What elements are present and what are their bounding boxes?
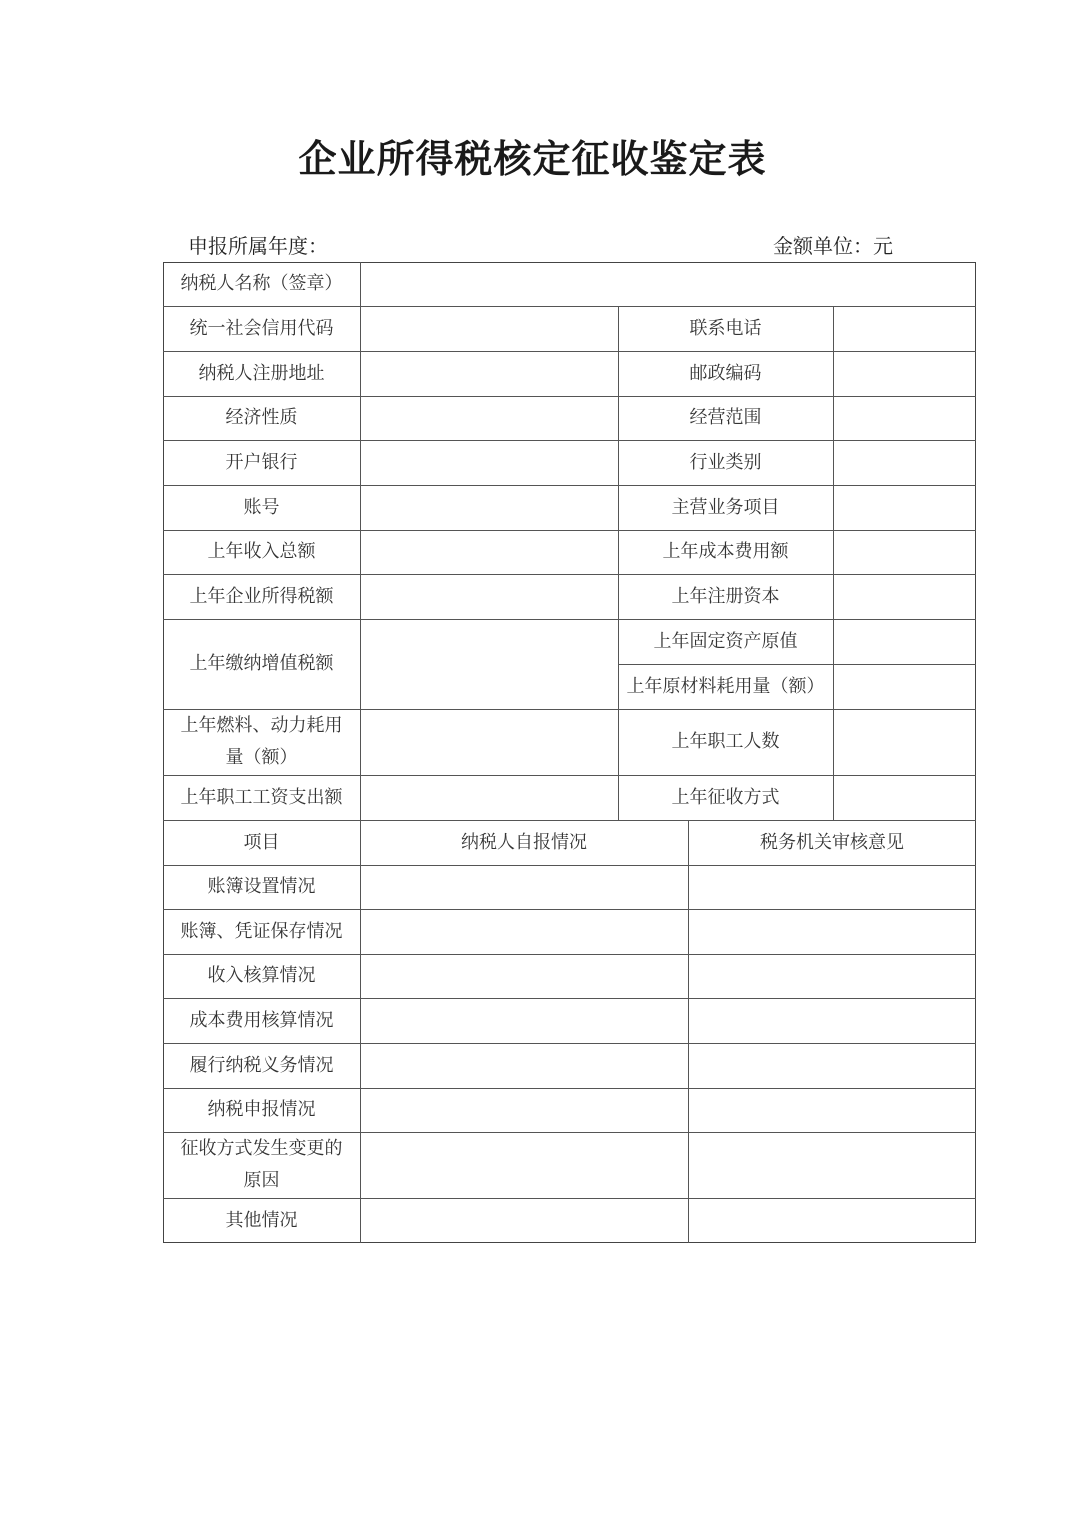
input-raw-materials[interactable]: [834, 665, 975, 709]
header-tax-review: 税务机关审核意见: [760, 831, 904, 853]
input-address[interactable]: [361, 352, 618, 396]
input-fixed-assets[interactable]: [834, 620, 975, 664]
input-self-report[interactable]: [361, 1199, 688, 1242]
label-last-year-cost: 上年成本费用额: [662, 541, 789, 562]
item-books-retention: 账簿、凭证保存情况: [180, 920, 343, 942]
label-last-year-vat: 上年缴纳增值税额: [189, 653, 334, 674]
label-last-year-cit: 上年企业所得税额: [189, 585, 334, 607]
label-industry: 行业类别: [689, 451, 762, 473]
header-self-report: 纳税人自报情况: [461, 831, 587, 853]
input-last-year-vat[interactable]: [361, 620, 618, 709]
label-registered-capital: 上年注册资本: [671, 585, 780, 607]
input-business-scope[interactable]: [834, 397, 975, 440]
input-registered-capital[interactable]: [834, 575, 975, 619]
label-phone: 联系电话: [689, 317, 762, 339]
item-tax-obligation: 履行纳税义务情况: [189, 1054, 334, 1076]
label-economic-nature: 经济性质: [225, 407, 298, 428]
input-self-report[interactable]: [361, 1089, 688, 1132]
label-account: 账号: [243, 496, 280, 518]
item-tax-filing: 纳税申报情况: [207, 1099, 316, 1120]
input-last-year-revenue[interactable]: [361, 531, 618, 574]
input-bank[interactable]: [361, 441, 618, 485]
input-self-report[interactable]: [361, 910, 688, 954]
input-taxpayer-name[interactable]: [361, 263, 975, 306]
label-credit-code: 统一社会信用代码: [189, 317, 334, 339]
input-phone[interactable]: [834, 307, 975, 351]
label-wage-expense: 上年职工工资支出额: [180, 786, 343, 808]
input-economic-nature[interactable]: [361, 397, 618, 440]
item-cost-accounting: 成本费用核算情况: [189, 1009, 334, 1031]
input-main-business[interactable]: [834, 486, 975, 530]
input-postcode[interactable]: [834, 352, 975, 396]
item-other: 其他情况: [225, 1209, 298, 1231]
label-taxpayer-name: 纳税人名称（签章）: [180, 273, 343, 294]
input-tax-review[interactable]: [689, 955, 975, 998]
declaration-year-label: 申报所属年度：: [188, 234, 328, 258]
input-self-report[interactable]: [361, 1044, 688, 1088]
label-fixed-assets: 上年固定资产原值: [653, 630, 798, 652]
input-collection-method[interactable]: [834, 776, 975, 820]
label-main-business: 主营业务项目: [671, 496, 780, 518]
input-tax-review[interactable]: [689, 1199, 975, 1242]
input-tax-review[interactable]: [689, 999, 975, 1043]
label-bank: 开户银行: [225, 451, 298, 473]
input-fuel-power[interactable]: [361, 710, 618, 775]
label-postcode: 邮政编码: [689, 362, 762, 384]
input-self-report[interactable]: [361, 866, 688, 909]
input-self-report[interactable]: [361, 999, 688, 1043]
input-tax-review[interactable]: [689, 1133, 975, 1198]
item-books-setup: 账簿设置情况: [207, 876, 316, 897]
input-self-report[interactable]: [361, 1133, 688, 1198]
input-credit-code[interactable]: [361, 307, 618, 351]
input-employee-count[interactable]: [834, 710, 975, 775]
input-tax-review[interactable]: [689, 1044, 975, 1088]
input-tax-review[interactable]: [689, 910, 975, 954]
item-method-change-reason: 征收方式发生变更的原因: [180, 1138, 343, 1191]
label-collection-method: 上年征收方式: [671, 786, 780, 808]
item-income-accounting: 收入核算情况: [207, 965, 316, 986]
input-self-report[interactable]: [361, 955, 688, 998]
label-last-year-revenue: 上年收入总额: [207, 541, 316, 562]
input-tax-review[interactable]: [689, 1089, 975, 1132]
label-employee-count: 上年职工人数: [671, 731, 780, 752]
input-account[interactable]: [361, 486, 618, 530]
amount-unit-label: 金额单位：元: [773, 234, 893, 258]
header-item: 项目: [243, 831, 280, 853]
input-last-year-cost[interactable]: [834, 531, 975, 574]
label-address: 纳税人注册地址: [198, 362, 325, 384]
form-title: 企业所得税核定征收鉴定表: [298, 137, 767, 181]
input-last-year-cit[interactable]: [361, 575, 618, 619]
label-business-scope: 经营范围: [689, 407, 762, 428]
label-raw-materials: 上年原材料耗用量（额）: [626, 675, 825, 697]
input-tax-review[interactable]: [689, 866, 975, 909]
input-wage-expense[interactable]: [361, 776, 618, 820]
label-fuel-power: 上年燃料、动力耗用量（额）: [180, 715, 343, 768]
input-industry[interactable]: [834, 441, 975, 485]
